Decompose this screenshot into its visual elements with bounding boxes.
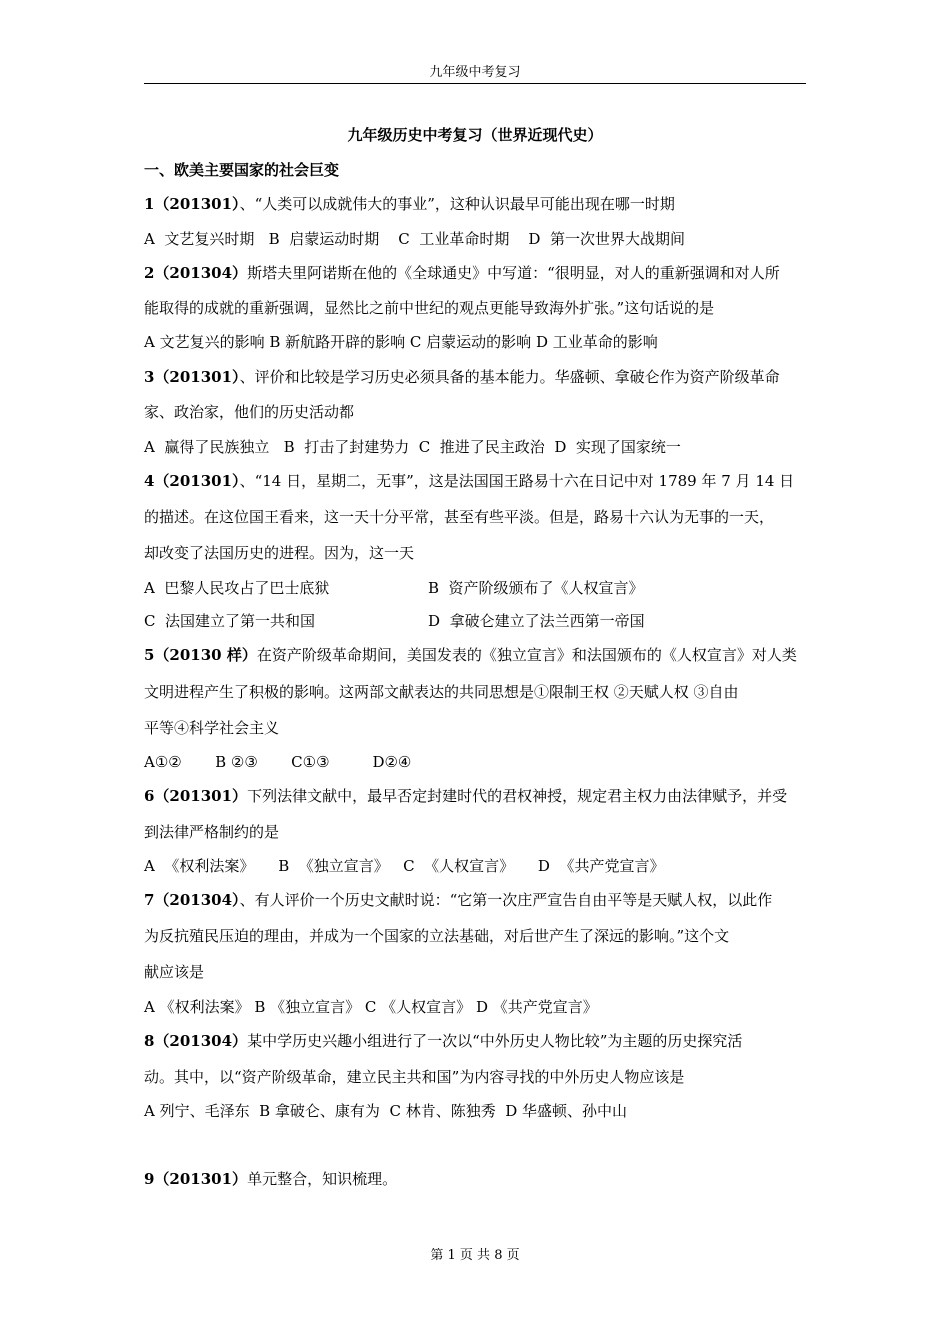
question-8-options: A 列宁、毛泽东 B 拿破仑、康有为 C 林肯、陈独秀 D 华盛顿、孙中山 [144, 1102, 628, 1120]
question-5-options: A①② B ②③ C①③ D②④ [144, 753, 412, 771]
option-b: B 资产阶级颁布了《人权宣言》 [428, 579, 644, 597]
question-7-line-3: 献应该是 [144, 963, 205, 981]
question-4 [144, 471, 794, 491]
question-3-line-2: 家、政治家，他们的历史活动都 [144, 403, 355, 421]
question-8 [144, 1031, 742, 1051]
question-number: 7（201304） [144, 891, 240, 909]
question-number: 8（201304） [144, 1032, 248, 1050]
question-number: 6（201301） [144, 787, 248, 805]
question-number: 2（201304） [144, 264, 248, 282]
section-heading: 一、欧美主要国家的社会巨变 [144, 161, 340, 179]
question-6-options: A 《权利法案》 B 《独立宣言》 C 《人权宣言》 D 《共产党宣言》 [144, 857, 665, 875]
question-5-line-2: 文明进程产生了积极的影响。这两部文献表达的共同思想是①限制王权 ②天赋人权 ③自由 [144, 683, 739, 701]
question-text: 下列法律文献中，最早否定封建时代的君权神授，规定君主权力由法律赋予，并受 [247, 787, 788, 805]
question-7-options: A 《权利法案》 B 《独立宣言》 C 《人权宣言》 D 《共产党宣言》 [144, 998, 598, 1016]
page-header: 九年级中考复习 [429, 65, 521, 80]
question-text: 、有人评价一个历史文献时说：“它第一次庄严宣告自由平等是天赋人权，以此作 [239, 891, 773, 909]
question-text: 斯塔夫里阿诺斯在他的《全球通史》中写道：“很明显，对人的重新强调和对人所 [247, 264, 780, 282]
question-number: 1（201301） [144, 195, 240, 213]
question-3 [144, 367, 780, 387]
option-a: A 巴黎人民攻占了巴士底狱 [144, 579, 330, 597]
question-4-line-3: 却改变了法国历史的进程。因为，这一天 [144, 544, 415, 562]
question-text: 某中学历史兴趣小组进行了一次以“中外历史人物比较”为主题的历史探究活 [247, 1032, 743, 1050]
question-5-line-3: 平等④科学社会主义 [144, 719, 280, 737]
option-d: D 拿破仑建立了法兰西第一帝国 [428, 612, 645, 630]
question-number: 4（201301） [144, 472, 240, 490]
question-3-options: A 赢得了民族独立 B 打击了封建势力 C 推进了民主政治 D 实现了国家统一 [144, 438, 681, 456]
question-5 [144, 645, 797, 665]
document-title: 九年级历史中考复习（世界近现代史） [347, 126, 603, 144]
question-7-line-2: 为反抗殖民压迫的理由，并成为一个国家的立法基础，对后世产生了深远的影响。”这个文 [144, 927, 730, 945]
question-text: 、评价和比较是学习历史必须具备的基本能力。华盛顿、拿破仑作为资产阶级革命 [239, 368, 780, 386]
question-6 [144, 786, 787, 806]
question-text: 、“14 日，星期二，无事”，这是法国国王路易十六在日记中对 1789 年 7 月 14 日 [239, 472, 795, 490]
page-footer: 第 1 页 共 8 页 [430, 1248, 520, 1263]
question-number: 5（20130 样） [144, 646, 257, 664]
question-text: 、“人类可以成就伟大的事业”，这种认识最早可能出现在哪一时期 [239, 195, 675, 213]
question-text: 单元整合，知识梳理。 [247, 1170, 398, 1188]
question-2 [144, 263, 780, 283]
option-c: C 法国建立了第一共和国 [144, 612, 316, 630]
question-text: 在资产阶级革命期间，美国发表的《独立宣言》和法国颁布的《人权宣言》对人类 [256, 646, 797, 664]
question-2-options: A 文艺复兴的影响 B 新航路开辟的影响 C 启蒙运动的影响 D 工业革命的影响 [144, 333, 658, 351]
header-divider [144, 83, 806, 84]
question-1 [144, 194, 675, 214]
question-9 [144, 1169, 397, 1189]
question-1-options: A 文艺复兴时期 B 启蒙运动时期 C 工业革命时期 D 第一次世界大战期间 [144, 230, 685, 248]
question-2-line-2: 能取得的成就的重新强调，显然比之前中世纪的观点更能导致海外扩张。”这句话说的是 [144, 299, 715, 317]
question-7 [144, 890, 772, 910]
question-8-line-2: 动。其中，以“资产阶级革命，建立民主共和国”为内容寻找的中外历史人物应该是 [144, 1068, 685, 1086]
question-number: 9（201301） [144, 1170, 248, 1188]
question-number: 3（201301） [144, 368, 240, 386]
question-4-line-2: 的描述。在这位国王看来，这一天十分平常，甚至有些平淡。但是，路易十六认为无事的一天， [144, 508, 775, 526]
question-6-line-2: 到法律严格制约的是 [144, 823, 280, 841]
